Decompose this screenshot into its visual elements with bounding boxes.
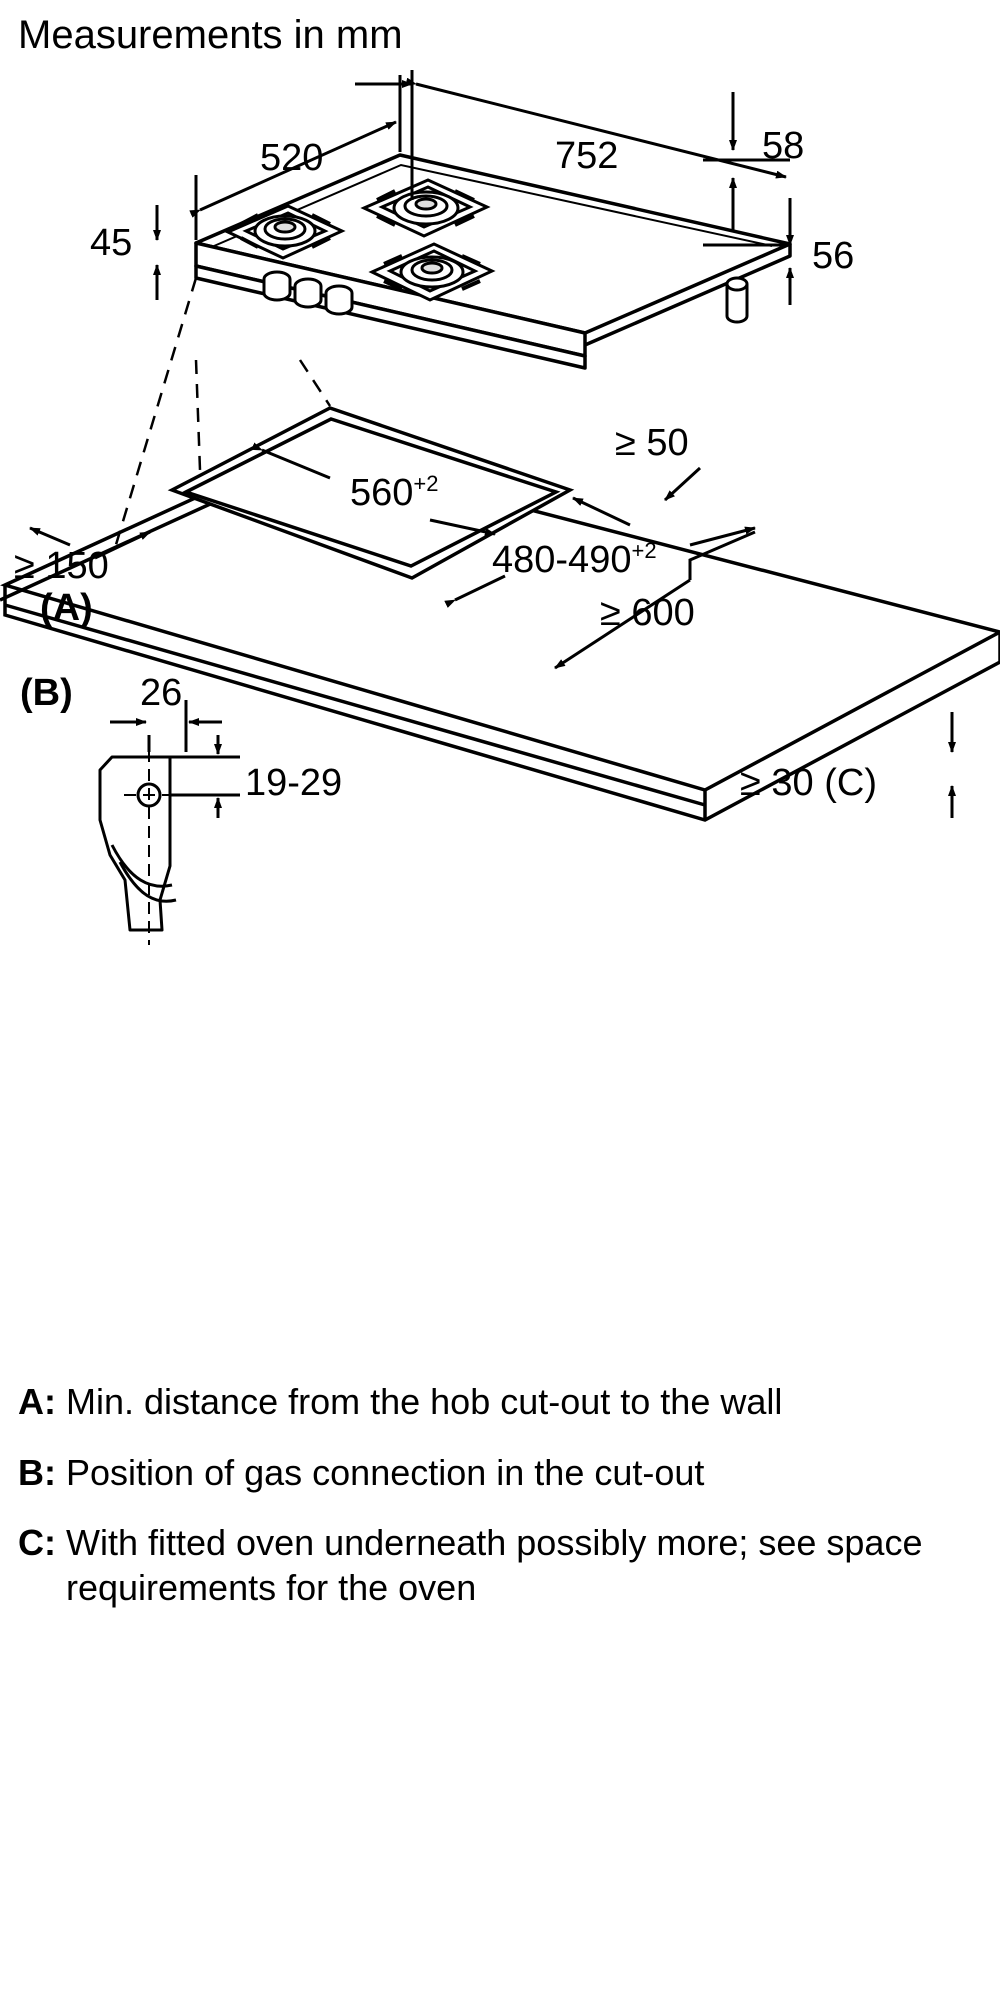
dimension-label-56: 56 (812, 235, 855, 277)
dimension-label-min-30: ≥ 30 (C) (740, 762, 877, 804)
dimension-label-min-150-ref: (A) (40, 587, 93, 629)
dimension-label-19-29: 19-29 (245, 762, 343, 804)
detail-b-ref: (B) (20, 672, 73, 714)
dimension-label-min-150: ≥ 150 (14, 545, 109, 587)
gas-connection-detail (100, 750, 180, 945)
dimension-label-45: 45 (90, 222, 133, 264)
dimension-label-min-600: ≥ 600 (600, 592, 695, 634)
legend-key-c: C: (18, 1522, 56, 1564)
legend-item-b (18, 1451, 958, 1496)
legend-item-c (18, 1521, 958, 1610)
diagram-title: Measurements in mm (18, 13, 403, 57)
dimension-label-480-490: $480-490^{+2}$ (492, 538, 657, 581)
hob-body (196, 155, 790, 368)
dimension-label-26: 26 (140, 672, 183, 714)
dimension-label-58: 58 (762, 125, 805, 167)
dimension-label-560: $560^{+2}$ (350, 471, 439, 514)
legend-item-a (18, 1380, 958, 1425)
legend-text-b: Position of gas connection in the cut-out (66, 1451, 705, 1493)
legend (18, 1380, 958, 1637)
dimension-label-520: 520 (260, 137, 324, 179)
dimension-label-752: 752 (555, 135, 619, 177)
legend-key-a: A: (18, 1381, 56, 1422)
legend-text-a: Min. distance from the hob cut-out to the wall (66, 1381, 783, 1422)
legend-key-b: B: (18, 1451, 56, 1493)
dimension-label-min-50: ≥ 50 (615, 422, 689, 464)
legend-text-c: With fitted oven underneath possibly more; see space requirements for the oven (66, 1522, 923, 1608)
dimension-min-50 (665, 468, 700, 500)
dimension-19-29 (170, 735, 240, 818)
gas-connection-stub (727, 278, 747, 322)
